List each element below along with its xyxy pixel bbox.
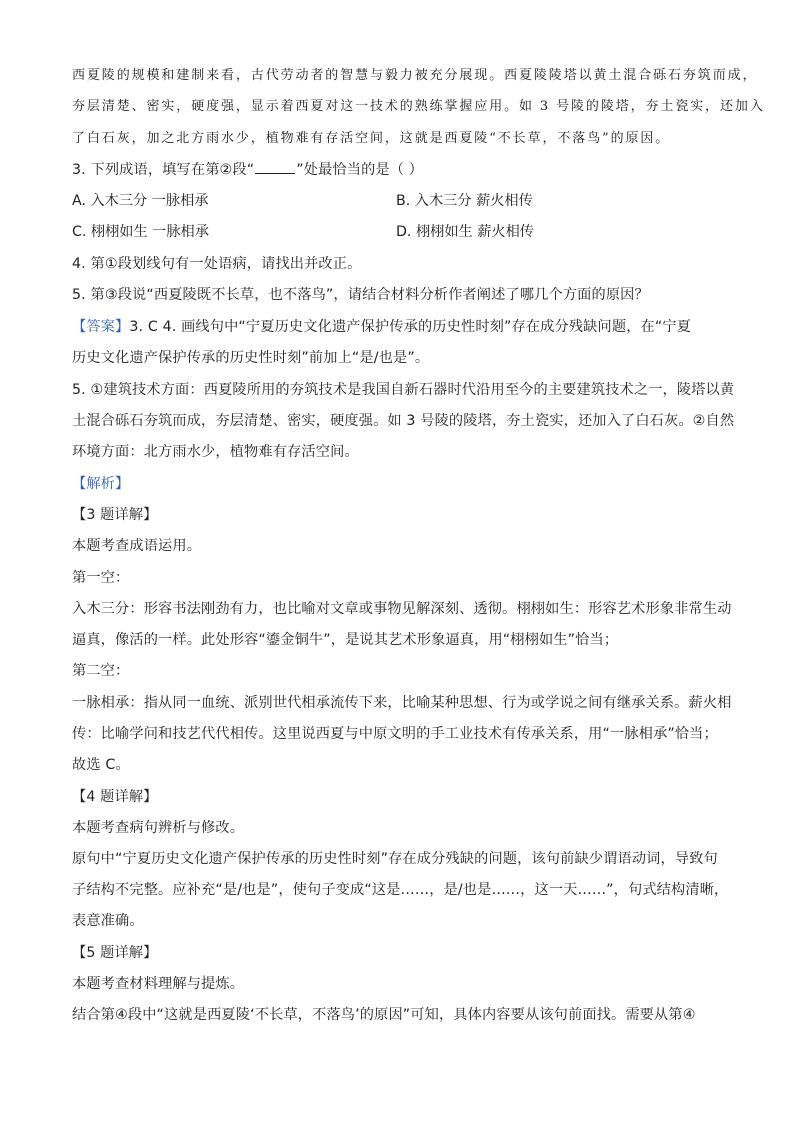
detail-3-line-6: 一脉相承：指从同一血统、派别世代相承流传下来，比喻某种思想、行为或学说之间有继承关系。薪火相 [72, 695, 732, 711]
passage-line-1: 西夏陵的规模和建制来看，古代劳动者的智慧与毅力被充分展现。西夏陵陵塔以黄土混合砾石夯筑而成， [72, 68, 758, 83]
answer-line-2: 历史文化遗产保护传承的历史性时刻”前加上“是/也是”。 [72, 350, 430, 366]
detail-3-line-7: 传：比喻学问和技艺代代相传。这里说西夏与中原文明的手工业技术有传承关系，用“一脉相承”恰当； [72, 726, 718, 742]
detail-4-heading: 【4 题详解】 [72, 789, 158, 805]
option-b: B. 入木三分 薪火相传 [396, 193, 533, 209]
question-5: 5. 第③段说“西夏陵既不长草，也不落鸟”，请结合材料分析作者阐述了哪几个方面的原因？ [72, 287, 649, 303]
detail-3-line-3: 入木三分：形容书法刚劲有力，也比喻对文章或事物见解深刻、透彻。栩栩如生：形容艺术形象非常生动 [72, 601, 732, 617]
question-3-stem-before: 3. 下列成语，填写在第②段“ [72, 162, 255, 178]
answer-text-1: 3. C 4. 画线句中“宁夏历史文化遗产保护传承的历史性时刻”存在成分残缺问题，在“宁夏 [129, 319, 692, 335]
option-c: C. 栩栩如生 一脉相承 [72, 224, 209, 240]
detail-5-line-2: 结合第④段中“这就是西夏陵‘不长草，不落鸟’的原因”可知，具体内容要从该句前面找。需要从第④ [72, 1007, 696, 1023]
passage-line-3: 了白石灰，加之北方雨水少，植物难有存活空间，这就是西夏陵“不长草，不落鸟”的原因。 [72, 131, 671, 146]
option-d: D. 栩栩如生 薪火相传 [396, 224, 534, 240]
detail-3-line-4: 逼真，像活的一样。此处形容“鎏金铜牛”，是说其艺术形象逼真，用“栩栩如生”恰当； [72, 632, 619, 648]
detail-5-heading: 【5 题详解】 [72, 945, 158, 961]
detail-3-line-1: 本题考查成语运用。 [72, 538, 202, 554]
answer-line-1 [72, 317, 691, 337]
answer-line-3: 5. ①建筑技术方面：西夏陵所用的夯筑技术是我国自新石器时代沿用至今的主要建筑技术之一，陵塔以黄 [72, 382, 735, 398]
detail-3-heading: 【3 题详解】 [72, 507, 158, 523]
question-3 [72, 160, 423, 180]
answer-blank [255, 160, 295, 174]
analysis-tag: 【解析】 [72, 476, 130, 492]
detail-4-line-4: 表意准确。 [72, 913, 144, 929]
detail-3-line-2: 第一空： [72, 570, 130, 586]
detail-4-line-3: 子结构不完整。应补充“是/也是”，使句子变成“这是……，是/也是……，这一天……”，句式结构清晰， [72, 882, 729, 898]
answer-tag: 【答案】 [72, 319, 130, 335]
question-3-stem-after: ”处最恰当的是（ ） [296, 162, 424, 178]
detail-4-line-1: 本题考查病句辨析与修改。 [72, 820, 245, 836]
detail-3-line-5: 第二空： [72, 663, 130, 679]
option-a: A. 入木三分 一脉相承 [72, 193, 209, 209]
detail-5-line-1: 本题考查材料理解与提炼。 [72, 976, 245, 992]
passage-line-2: 夯层清楚、密实，硬度强，显示着西夏对这一技术的熟练掌握应用。如 3 号陵的陵塔，夯土瓷实，还加入 [72, 99, 765, 114]
answer-line-4: 土混合砾石夯筑而成，夯层清楚、密实，硬度强。如 3 号陵的陵塔，夯土瓷实，还加入了白石灰。②自然 [72, 413, 735, 429]
detail-4-line-2: 原句中“宁夏历史文化遗产保护传承的历史性时刻”存在成分残缺的问题，该句前缺少谓语动词，导致句 [72, 851, 718, 867]
question-4: 4. 第①段划线句有一处语病，请找出并改正。 [72, 256, 362, 272]
answer-line-5: 环境方面：北方雨水少，植物难有存活空间。 [72, 444, 359, 460]
detail-3-line-8: 故选 C。 [72, 757, 130, 773]
